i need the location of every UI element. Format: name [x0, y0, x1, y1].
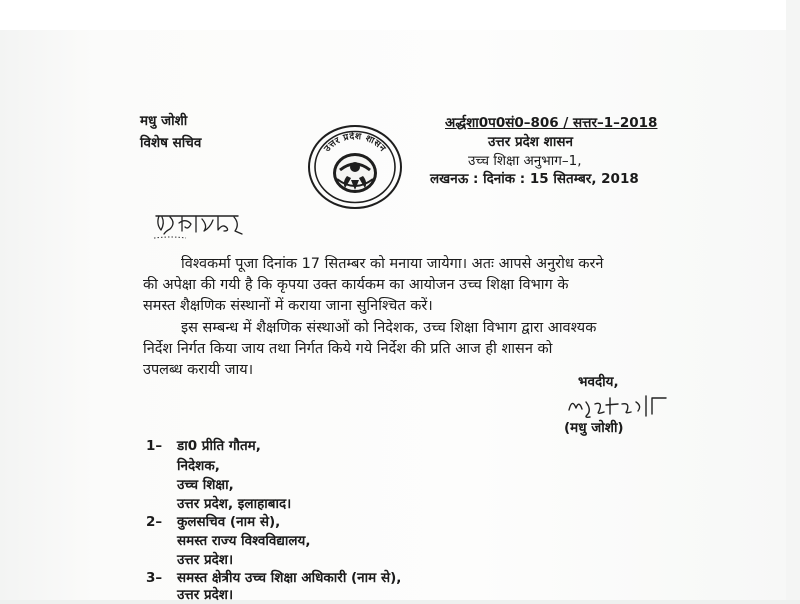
recipient-number: 2– — [146, 514, 163, 530]
department-name: उच्च शिक्षा अनुभाग–1, — [468, 153, 582, 169]
reference-number: अर्द्धशा0प0सं0–806 / सत्तर–1–2018 — [445, 115, 658, 131]
up-government-seal-logo — [307, 124, 403, 210]
right-edge — [786, 0, 800, 600]
recipient-line: उत्तर प्रदेश, इलाहाबाद। — [177, 496, 292, 512]
body-line-1: विश्वकर्मा पूजा दिनांक 17 सितम्बर को मनाया जायेगा। अतः आपसे अनुरोध करने — [181, 256, 604, 272]
handwritten-salutation — [150, 210, 250, 242]
sender-title: विशेष सचिव — [140, 135, 202, 151]
signer-name: (मधु जोशी) — [564, 420, 624, 436]
body-line-3: समस्त शैक्षणिक संस्थानों में कराया जाना सुनिश्चित करें। — [143, 298, 433, 314]
top-margin — [0, 0, 800, 30]
letter-page — [0, 30, 786, 600]
svg-text:उत्तर प्रदेश शासन: उत्तर प्रदेश शासन — [322, 131, 388, 155]
recipient-line: निदेशक, — [177, 458, 220, 474]
place-date: लखनऊ : दिनांक : 15 सितम्बर, 2018 — [430, 171, 639, 187]
body-line-5: निर्देश निर्गत किया जाय तथा निर्गत किये गये निर्देश की प्रति आज ही शासन को — [143, 341, 553, 357]
body-line-2: की अपेक्षा की गयी है कि कृपया उक्त कार्यकम का आयोजन उच्च शिक्षा विभाग के — [143, 277, 569, 293]
government-name: उत्तर प्रदेश शासन — [488, 134, 573, 150]
body-line-6: उपलब्ध करायी जाय। — [143, 362, 254, 378]
recipient-line: उच्च शिक्षा, — [177, 477, 234, 493]
sender-name: मधु जोशी — [140, 113, 188, 129]
body-line-4: इस सम्बन्ध में शैक्षणिक संस्थाओं को निदेशक, उच्च शिक्षा विभाग द्वारा आवश्यक — [181, 320, 597, 336]
handwritten-signature — [566, 392, 670, 422]
closing: भवदीय, — [578, 374, 619, 390]
recipient-line: उत्तर प्रदेश। — [177, 552, 234, 568]
recipient-line: उत्तर प्रदेश। — [177, 587, 234, 603]
recipient-line: समस्त क्षेत्रीय उच्च शिक्षा अधिकारी (नाम से), — [177, 570, 402, 586]
recipient-line: समस्त राज्य विश्वविद्यालय, — [177, 533, 311, 549]
recipient-number: 1– — [146, 438, 163, 454]
recipient-line: कुलसचिव (नाम से), — [177, 514, 281, 530]
recipient-number: 3– — [146, 570, 163, 586]
recipient-line: डा0 प्रीति गौतम, — [177, 438, 261, 454]
